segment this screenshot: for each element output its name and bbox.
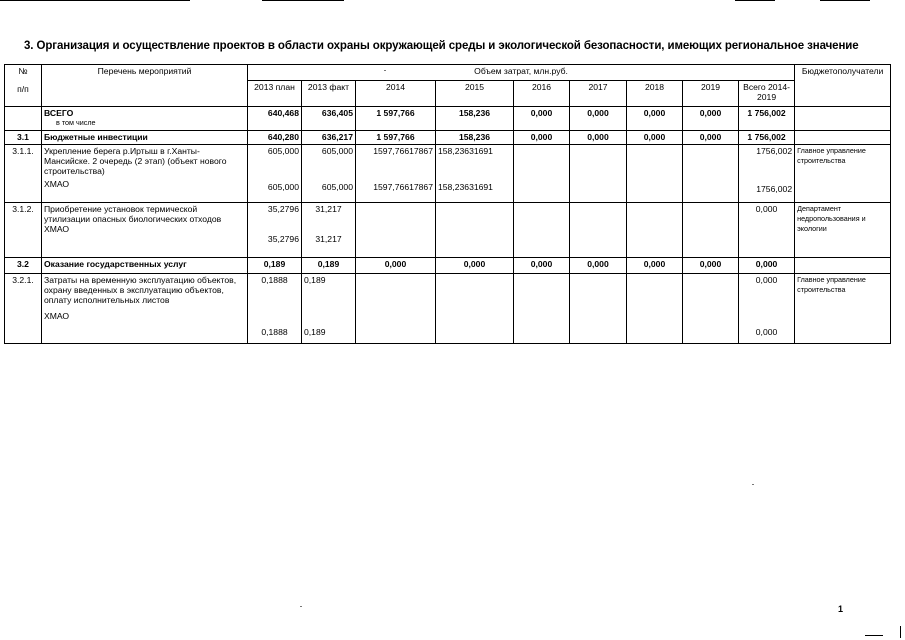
row-311-recipient: Главное управление строительства [795, 145, 891, 203]
top-rule-far-right [820, 0, 870, 1]
header-number: № п/п [5, 65, 42, 107]
top-rule-right [735, 0, 775, 1]
header-2019: 2019 [683, 81, 739, 107]
table-row: 3.2.1. Затраты на временную эксплуатацию объектов, охрану введенных в эксплуатацию объектов, оплату исполнительных листов ХМАО 0,1888 0,1888 0,189 0,189 0,000 0,000 Главное управление строительства [5, 274, 891, 344]
table-row: ВСЕГО в том числе 640,468 636,405 1 597,766 158,236 0,000 0,000 0,000 0,000 1 756,002 [5, 107, 891, 131]
table-row: 3.1.1. Укрепление берега р.Иртыш в г.Ханты-Мансийске. 2 очередь (2 этап) (объект нового строительства) ХМАО 605,000 605,000 605,000 605,000 1597,76617867 1597,76617867 158,23631691 158,23631691 1756,002 1756,002 Главное управление строительства [5, 145, 891, 203]
header-2016: 2016 [514, 81, 570, 107]
header-volume: Объем затрат, млн.руб. [248, 65, 795, 81]
budget-table [4, 64, 891, 344]
section-title: 3. Организация и осуществление проектов в области охраны окружающей среды и экологической безопасности, имеющих региональное значение [24, 40, 859, 52]
table-row: 3.1 Бюджетные инвестиции 640,280 636,217 1 597,766 158,236 0,000 0,000 0,000 0,000 1 756,002 [5, 131, 891, 145]
row-31-name: Бюджетные инвестиции [42, 131, 248, 145]
corner-mark [865, 635, 883, 636]
table-row: 3.2 Оказание государственных услуг 0,189 0,189 0,000 0,000 0,000 0,000 0,000 0,000 0,000 [5, 258, 891, 274]
row-321-name: Затраты на временную эксплуатацию объектов, охрану введенных в эксплуатацию объектов, оплату исполнительных листов [44, 275, 237, 305]
row-321-recipient: Главное управление строительства [795, 274, 891, 344]
edge-mark [900, 626, 901, 638]
row-312-recipient: Департамент недропользования и экологии [795, 203, 891, 258]
scan-speck [300, 606, 302, 607]
header-2018: 2018 [627, 81, 683, 107]
page-number: 1 [838, 604, 844, 614]
row-32-name: Оказание государственных услуг [42, 258, 248, 274]
row-312-name: Приобретение установок термической утилизации опасных биологических отходов [44, 204, 222, 224]
header-2013-plan: 2013 план [248, 81, 302, 107]
header-2017: 2017 [570, 81, 627, 107]
row-total-sub: в том числе [56, 118, 96, 127]
top-rule-mid [262, 0, 344, 1]
table-row: 3.1.2. Приобретение установок термической утилизации опасных биологических отходов ХМАО 35,2796 35,2796 31,217 31,217 0,000 Департамент недропользования и экологии [5, 203, 891, 258]
scan-speck [752, 484, 754, 485]
header-row-1 [5, 65, 891, 81]
header-2013-fact: 2013 факт [302, 81, 356, 107]
header-total: Всего 2014-2019 [739, 81, 795, 107]
top-rule-left [0, 0, 190, 1]
row-311-name: Укрепление берега р.Иртыш в г.Ханты-Мансийске. 2 очередь (2 этап) (объект нового строительства) [44, 146, 227, 176]
header-2015: 2015 [436, 81, 514, 107]
row-total-name: ВСЕГО [44, 108, 74, 118]
header-recipients: Бюджетополучатели [795, 65, 891, 107]
scan-speck [384, 70, 386, 71]
header-list: Перечень мероприятий [42, 65, 248, 107]
header-2014: 2014 [356, 81, 436, 107]
